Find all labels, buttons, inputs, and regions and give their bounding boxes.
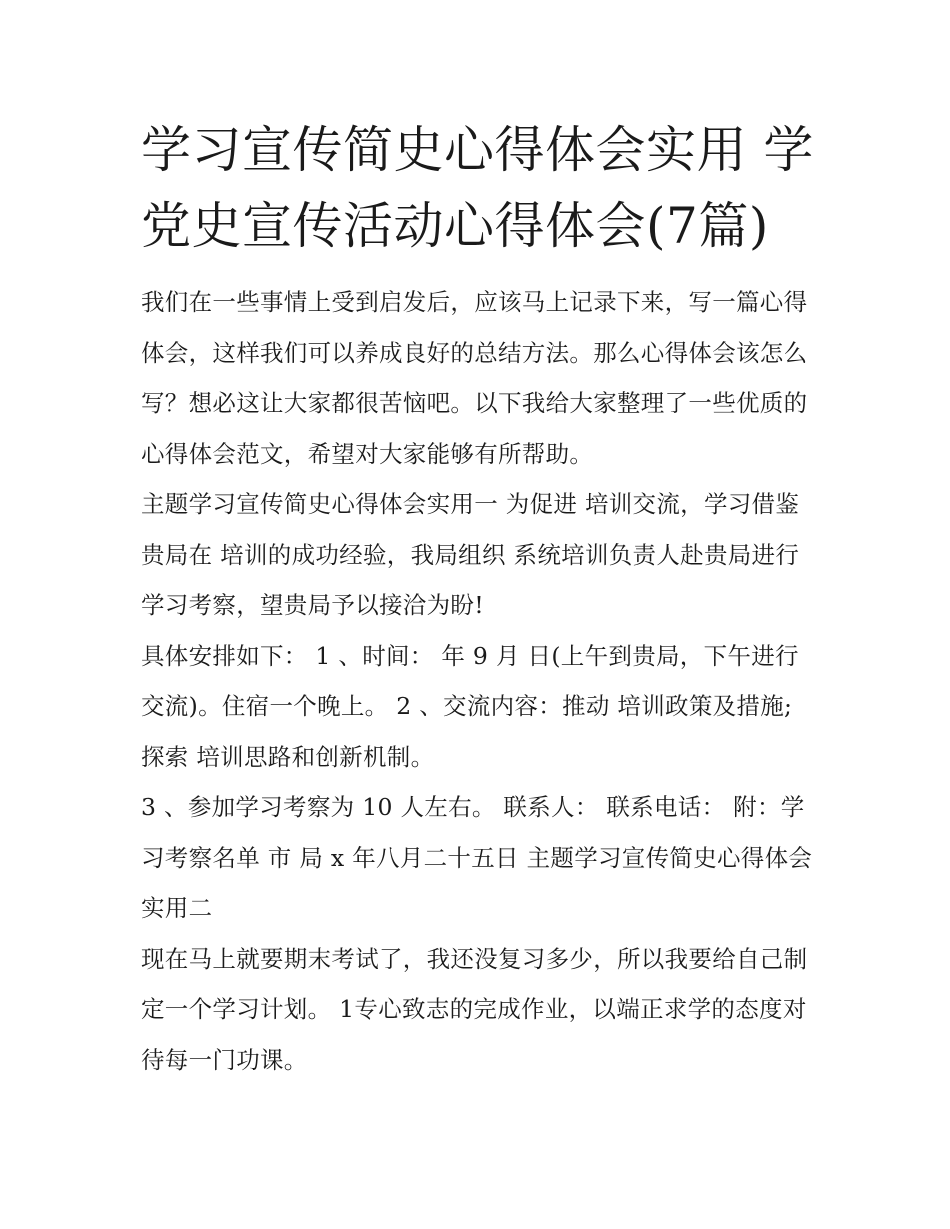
paragraph-participants: 3 、参加学习考察为 10 人左右。 联系人： 联系电话： 附：学习考察名单 市 局 x 年八月二十五日 主题学习宣传简史心得体会实用二 xyxy=(141,793,813,922)
paragraph-intro: 我们在一些事情上受到启发后，应该马上记录下来，写一篇心得体会，这样我们可以养成良好的总结方法。那么心得体会该怎么写？想必这让大家都很苦恼吧。以下我给大家整理了一些优质的心得体会范文，希望对大家能够有所帮助。 xyxy=(141,288,808,468)
document-title: 学习宣传简史心得体会实用 学党史宣传活动心得体会(7篇) xyxy=(141,121,814,255)
paragraph-arrangement: 具体安排如下： 1 、时间： 年 9 月 日(上午到贵局，下午进行交流)。住宿一个晚上。 2 、交流内容：推动 培训政策及措施;探索 培训思路和创新机制。 xyxy=(141,641,799,771)
paragraph-topic-one: 主题学习宣传简史心得体会实用一 为促进 培训交流，学习借鉴贵局在 培训的成功经验，我局组织 系统培训负责人赴贵局进行学习考察，望贵局予以接洽为盼! xyxy=(141,490,800,619)
paragraph-study-plan: 现在马上就要期末考试了，我还没复习多少，所以我要给自己制定一个学习计划。 1专心致志的完成作业，以端正求学的态度对待每一门功课。 xyxy=(141,944,808,1074)
document-body xyxy=(141,277,813,1085)
